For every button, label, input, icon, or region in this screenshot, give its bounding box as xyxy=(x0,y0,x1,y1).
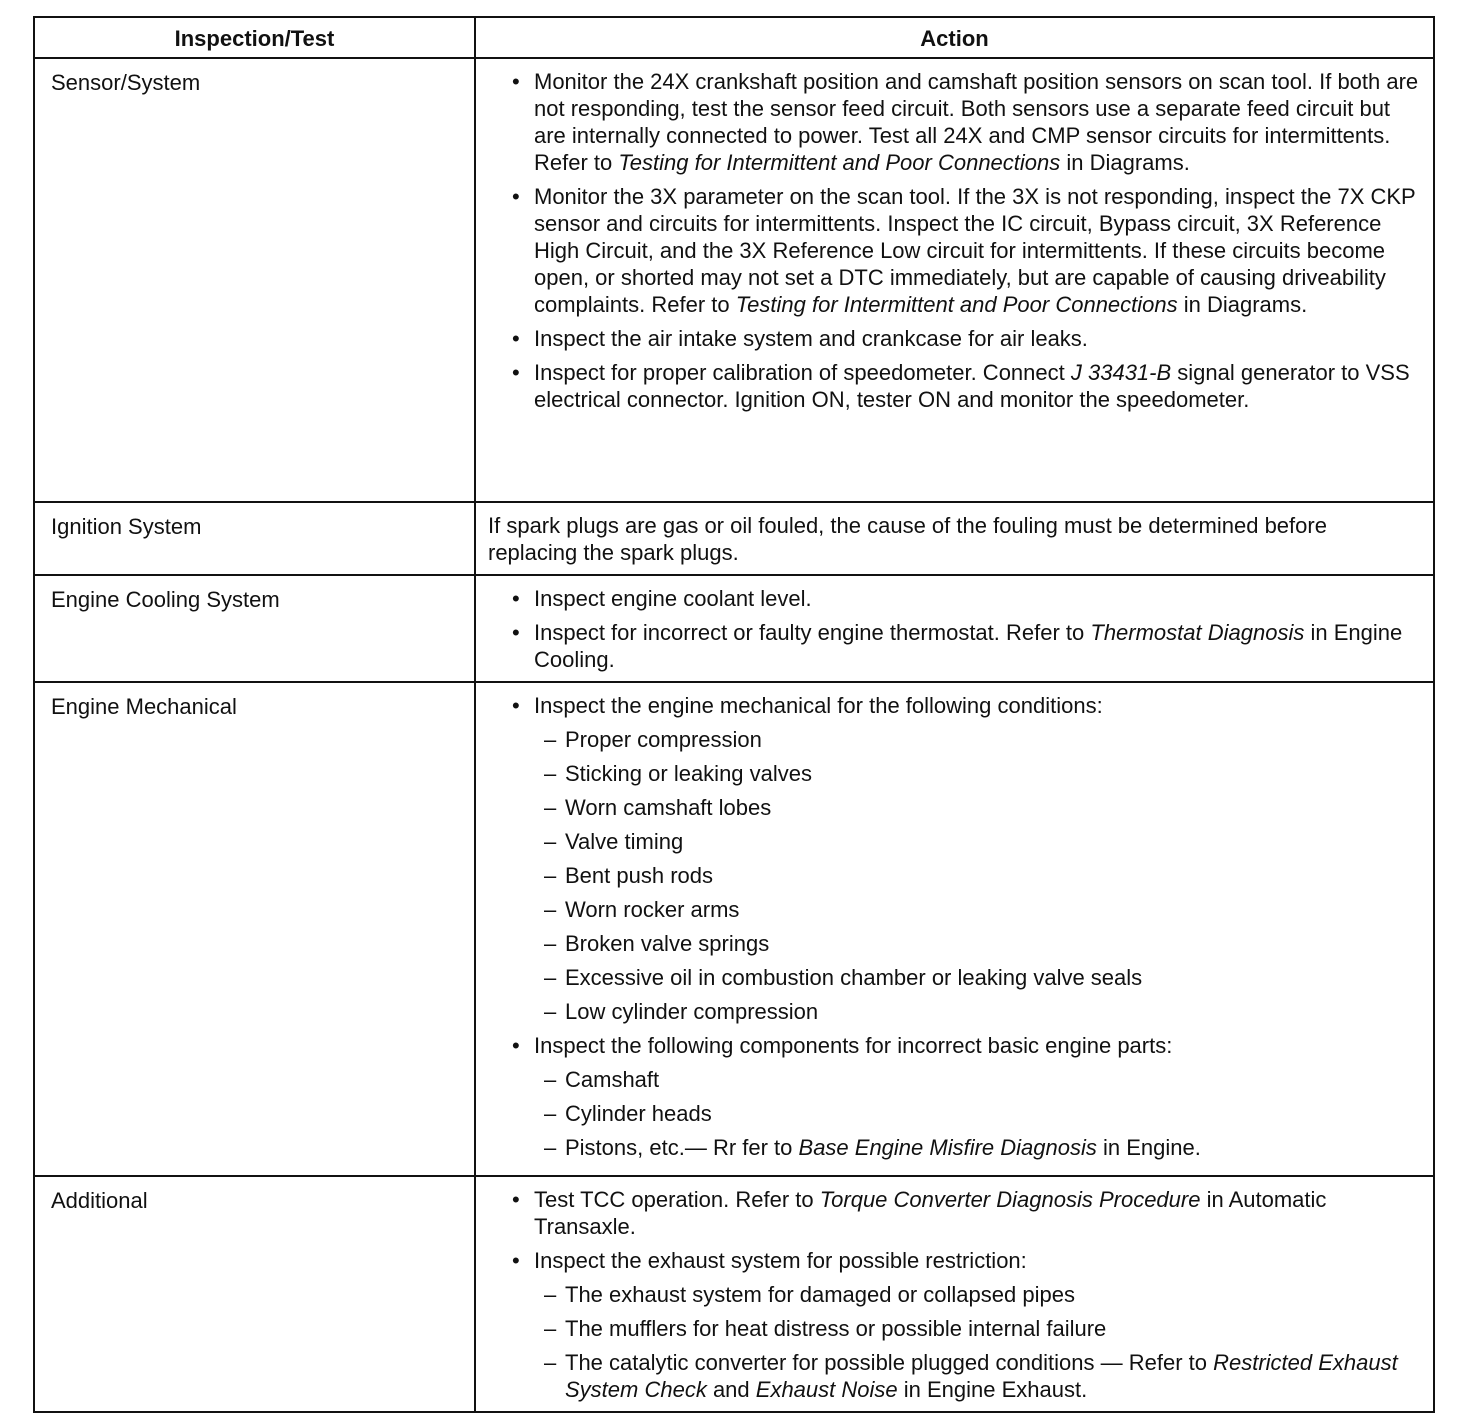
reference-text: Base Engine Misfire Diagnosis xyxy=(798,1135,1097,1160)
item-text: Inspect the air intake system and crankcase for air leaks. xyxy=(534,326,1088,351)
list-item xyxy=(488,359,1419,413)
sub-item xyxy=(488,794,1419,821)
sub-item-text: in Engine Exhaust. xyxy=(897,1377,1088,1402)
item-text: Inspect the exhaust system for possible restriction: xyxy=(534,1248,1027,1273)
dash-marker: – xyxy=(544,1282,557,1307)
action-cell xyxy=(475,1176,1434,1412)
item-text: Monitor the 24X crankshaft position and camshaft position sensors on scan tool. If both are not responding, test the sensor feed circuit. Both sensors use a separate feed circuit but are internally connected to power. Test all 24X and CMP sensor circuits for intermittents. Refer to xyxy=(534,69,1419,175)
bullet-marker: • xyxy=(512,1033,520,1058)
dash-marker: – xyxy=(544,1135,557,1160)
bullet-marker: • xyxy=(512,184,520,209)
bullet-marker: • xyxy=(512,326,520,351)
bullet-marker: • xyxy=(512,1187,520,1212)
row-label: Engine Cooling System xyxy=(34,575,475,682)
dash-marker: – xyxy=(544,965,557,990)
dash-marker: – xyxy=(544,1067,557,1092)
dash-marker: – xyxy=(544,1350,557,1375)
action-cell xyxy=(475,682,1434,1176)
item-text: Inspect the engine mechanical for the following conditions: xyxy=(534,693,1103,718)
sub-item xyxy=(488,760,1419,787)
dash-marker: – xyxy=(544,727,557,752)
item-text: in Diagrams. xyxy=(1177,292,1308,317)
sub-item-text: Sticking or leaking valves xyxy=(565,761,813,786)
reference-text: Torque Converter Diagnosis Procedure xyxy=(819,1187,1201,1212)
sub-item xyxy=(488,1066,1419,1093)
table-row xyxy=(34,502,1434,575)
sub-item xyxy=(488,862,1419,889)
row-label: Ignition System xyxy=(34,502,475,575)
row-label: Sensor/System xyxy=(34,58,475,502)
list-item xyxy=(488,1247,1419,1403)
sub-item-text: Excessive oil in combustion chamber or leaking valve seals xyxy=(565,965,1143,990)
dash-marker: – xyxy=(544,1316,557,1341)
sub-item xyxy=(488,998,1419,1025)
reference-text: Restricted Exhaust System Check xyxy=(565,1350,1398,1402)
action-cell xyxy=(475,58,1434,502)
table-row xyxy=(34,682,1434,1176)
table-row xyxy=(34,58,1434,502)
sub-item-text: Broken valve springs xyxy=(565,931,770,956)
sub-item-text: Proper compression xyxy=(565,727,762,752)
list-item xyxy=(488,1186,1419,1240)
list-item xyxy=(488,325,1419,352)
bullet-marker: • xyxy=(512,620,520,645)
sub-item xyxy=(488,1281,1419,1308)
sub-item xyxy=(488,1134,1419,1161)
sub-item-text: The mufflers for heat distress or possible internal failure xyxy=(565,1316,1107,1341)
sub-item xyxy=(488,1100,1419,1127)
sub-item-text: Camshaft xyxy=(565,1067,660,1092)
header-row xyxy=(34,17,1434,58)
item-text: Inspect for incorrect or faulty engine thermostat. Refer to xyxy=(534,620,1091,645)
row-label: Additional xyxy=(34,1176,475,1412)
sub-item-text: Worn camshaft lobes xyxy=(565,795,772,820)
reference-text: Exhaust Noise xyxy=(755,1377,898,1402)
item-text: Test TCC operation. Refer to xyxy=(534,1187,820,1212)
dash-marker: – xyxy=(544,999,557,1024)
sub-item xyxy=(488,726,1419,753)
sub-item-text: Pistons, etc.— Rr fer to xyxy=(565,1135,799,1160)
sub-item xyxy=(488,828,1419,855)
action-text: If spark plugs are gas or oil fouled, the cause of the fouling must be determined before replacing the spark plugs. xyxy=(488,513,1327,565)
sub-item-text: The catalytic converter for possible plugged conditions — Refer to xyxy=(565,1350,1214,1375)
sub-item-text: Worn rocker arms xyxy=(565,897,740,922)
row-label: Engine Mechanical xyxy=(34,682,475,1176)
dash-marker: – xyxy=(544,931,557,956)
sub-item xyxy=(488,1315,1419,1342)
dash-marker: – xyxy=(544,863,557,888)
list-item xyxy=(488,585,1419,612)
list-item xyxy=(488,68,1419,176)
dash-marker: – xyxy=(544,761,557,786)
bullet-marker: • xyxy=(512,360,520,385)
table-row xyxy=(34,1176,1434,1412)
bullet-marker: • xyxy=(512,69,520,94)
sub-item-text: in Engine. xyxy=(1096,1135,1201,1160)
list-item xyxy=(488,619,1419,673)
bullet-marker: • xyxy=(512,693,520,718)
sub-item-text: Cylinder heads xyxy=(565,1101,712,1126)
list-item xyxy=(488,692,1419,1025)
sub-item xyxy=(488,964,1419,991)
item-text: Inspect for proper calibration of speedometer. Connect xyxy=(534,360,1071,385)
reference-text: Testing for Intermittent and Poor Connections xyxy=(735,292,1178,317)
list-item xyxy=(488,183,1419,318)
item-text: in Diagrams. xyxy=(1060,150,1190,175)
action-cell xyxy=(475,575,1434,682)
reference-text: J 33431-B xyxy=(1070,360,1172,385)
table-row xyxy=(34,575,1434,682)
page xyxy=(33,16,1433,1400)
item-text: Monitor the 3X parameter on the scan tool. If the 3X is not responding, inspect the 7X CKP sensor and circuits for intermittents. Inspect the IC circuit, Bypass circuit, 3X Reference High Circuit, and the 3X Reference Low circuit for intermittents. If these circuits become open, or shorted may not set a DTC immediately, but are capable of causing driveability complaints. Refer to xyxy=(534,184,1416,317)
sub-item xyxy=(488,930,1419,957)
item-text: Inspect engine coolant level. xyxy=(534,586,812,611)
column-header-action: Action xyxy=(475,17,1434,58)
dash-marker: – xyxy=(544,795,557,820)
item-text: in Engine Cooling. xyxy=(534,620,1403,672)
sub-item-text: The exhaust system for damaged or collapsed pipes xyxy=(565,1282,1075,1307)
sub-item-text: Valve timing xyxy=(565,829,684,854)
sub-item xyxy=(488,1349,1419,1403)
item-text: signal generator to VSS electrical connector. Ignition ON, tester ON and monitor the speedometer. xyxy=(534,360,1410,412)
list-item xyxy=(488,1032,1419,1161)
item-text: Inspect the following components for incorrect basic engine parts: xyxy=(534,1033,1173,1058)
bullet-marker: • xyxy=(512,586,520,611)
dash-marker: – xyxy=(544,1101,557,1126)
action-cell xyxy=(475,502,1434,575)
diagnosis-table xyxy=(33,16,1435,1413)
item-text: in Automatic Transaxle. xyxy=(534,1187,1327,1239)
sub-item-text: Bent push rods xyxy=(565,863,713,888)
bullet-marker: • xyxy=(512,1248,520,1273)
dash-marker: – xyxy=(544,829,557,854)
column-header-inspection-test: Inspection/Test xyxy=(34,17,475,58)
sub-item-text: and xyxy=(706,1377,756,1402)
sub-item-text: Low cylinder compression xyxy=(565,999,819,1024)
reference-text: Thermostat Diagnosis xyxy=(1090,620,1305,645)
sub-item xyxy=(488,896,1419,923)
dash-marker: – xyxy=(544,897,557,922)
reference-text: Testing for Intermittent and Poor Connections xyxy=(618,150,1061,175)
